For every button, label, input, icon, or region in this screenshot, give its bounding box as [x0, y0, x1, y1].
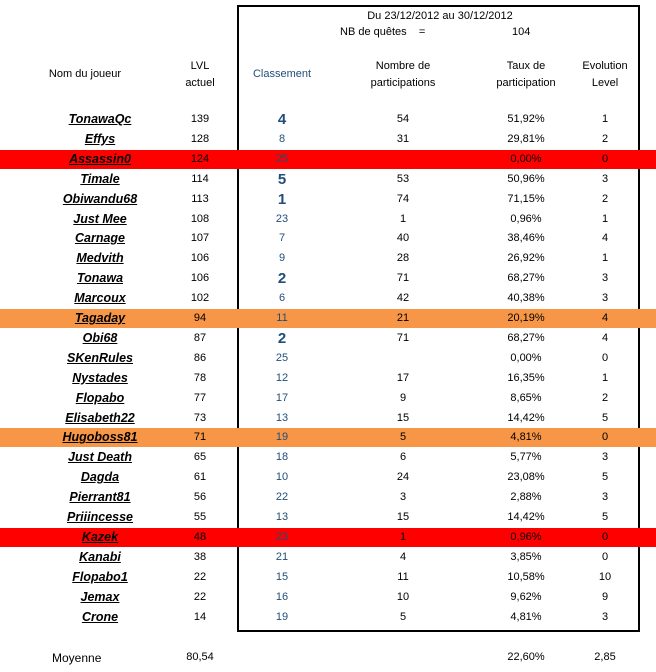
player-level-evolution: 4: [601, 312, 609, 324]
player-rank: 2: [277, 270, 287, 288]
player-participation-rate: 51,92%: [507, 113, 545, 125]
player-level: 114: [191, 172, 209, 185]
player-level-evolution: 3: [601, 292, 609, 305]
average-label: Moyenne: [52, 651, 102, 665]
header-lvl: [168, 58, 232, 92]
quests-equals: =: [418, 26, 426, 38]
header-evo-line2: Level: [591, 77, 619, 89]
header-rate-line1: Taux de: [506, 60, 546, 72]
period-title: Du 23/12/2012 au 30/12/2012: [367, 10, 513, 22]
player-participations: 5: [399, 610, 407, 623]
player-name: Dagda: [80, 470, 120, 485]
table-row: [0, 190, 656, 209]
header-part: [348, 58, 458, 92]
table-row: [0, 170, 656, 189]
player-participations: 53: [396, 172, 410, 185]
player-rank: 4: [277, 111, 287, 128]
player-rank: 6: [278, 292, 286, 305]
player-level: 48: [193, 530, 207, 543]
player-level: 14: [193, 610, 207, 623]
table-row: [0, 269, 656, 288]
player-participation-rate: 10,58%: [507, 570, 545, 583]
player-participation-rate: 3,85%: [510, 550, 542, 563]
table-row: [0, 428, 656, 447]
player-name: Timale: [80, 171, 120, 186]
player-rank: 9: [278, 252, 286, 265]
player-level: 107: [190, 232, 210, 245]
table-row: [0, 389, 656, 408]
player-participations: 10: [396, 590, 410, 603]
player-level-evolution: 1: [601, 252, 609, 265]
header-part-line2: participations: [370, 77, 436, 89]
player-level: 87: [193, 331, 207, 344]
player-name: Just Mee: [73, 211, 127, 226]
player-level: 78: [193, 371, 207, 384]
player-participations: 11: [397, 570, 409, 583]
player-name: Kazek: [81, 529, 119, 544]
player-participation-rate: 23,08%: [507, 471, 545, 484]
player-level-evolution: 10: [598, 570, 612, 583]
player-level: 71: [193, 431, 207, 444]
player-rank: 23: [275, 212, 289, 225]
player-level: 65: [193, 451, 207, 464]
player-rank: 13: [275, 511, 289, 523]
average-lvl: 80,54: [186, 651, 214, 663]
header-rate-line2: participation: [496, 77, 556, 89]
table-row: [0, 409, 656, 428]
player-level-evolution: 5: [601, 411, 609, 424]
header-lvl-line2: actuel: [185, 77, 215, 89]
player-name: Obi68: [82, 330, 118, 345]
player-rank: 19: [275, 610, 289, 623]
player-participations: 5: [399, 431, 407, 444]
player-level-evolution: 3: [601, 272, 609, 285]
player-name: Flopabo1: [72, 569, 128, 584]
player-participations: 6: [399, 451, 407, 464]
average-rate: 22,60%: [507, 651, 545, 663]
player-level-evolution: 0: [601, 152, 609, 165]
player-participation-rate: 0,00%: [510, 152, 542, 165]
player-level: 102: [190, 292, 210, 305]
player-participation-rate: 0,96%: [510, 212, 542, 225]
table-row: [0, 249, 656, 268]
player-level-evolution: 0: [601, 431, 609, 444]
player-participation-rate: 14,42%: [507, 511, 545, 523]
header-rate: [480, 58, 572, 92]
player-participations: 31: [396, 132, 410, 145]
player-participation-rate: 16,35%: [507, 371, 545, 384]
table-row: [0, 110, 656, 129]
header-name: Nom du joueur: [48, 68, 122, 80]
player-level: 128: [190, 132, 210, 145]
player-level-evolution: 5: [601, 471, 609, 484]
average-evo: 2,85: [594, 651, 616, 663]
player-level-evolution: 3: [601, 172, 609, 185]
table-row: [0, 608, 656, 627]
player-rank: 8: [278, 132, 286, 145]
player-level-evolution: 0: [601, 351, 609, 364]
player-name: Medvith: [76, 251, 124, 266]
player-level-evolution: 3: [601, 610, 609, 623]
player-rank: 16: [275, 590, 289, 603]
player-level: 73: [193, 411, 207, 424]
player-participation-rate: 8,65%: [510, 391, 542, 404]
player-level: 61: [193, 471, 207, 484]
player-level: 108: [190, 212, 210, 225]
player-name: Effys: [84, 131, 116, 146]
player-participations: 40: [396, 232, 410, 245]
player-level-evolution: 5: [601, 511, 609, 523]
player-level-evolution: 4: [601, 232, 609, 245]
player-rank: 13: [275, 411, 289, 424]
player-participation-rate: 2,88%: [510, 491, 542, 504]
player-participation-rate: 71,15%: [507, 192, 545, 205]
player-name: Just Death: [68, 450, 132, 465]
player-rank: 23: [275, 530, 289, 543]
player-level-evolution: 0: [601, 530, 609, 543]
player-level-evolution: 3: [601, 451, 609, 464]
quests-value: 104: [512, 26, 531, 38]
player-participations: 71: [396, 331, 410, 344]
player-participations: 3: [399, 491, 407, 504]
player-rank: 18: [275, 451, 289, 464]
player-name: Jemax: [80, 589, 120, 604]
player-rank: 17: [275, 391, 289, 404]
player-level: 106: [190, 252, 210, 265]
header-rank: Classement: [252, 68, 312, 80]
player-level: 139: [190, 113, 210, 125]
table-row: [0, 210, 656, 229]
player-participations: 1: [399, 212, 407, 225]
player-participations: 15: [396, 411, 410, 424]
player-rank: 21: [275, 550, 289, 563]
table-row: [0, 448, 656, 467]
player-level: 38: [193, 550, 207, 563]
player-participation-rate: 68,27%: [507, 331, 545, 344]
player-name: SKenRules: [67, 350, 133, 365]
player-name: Obiwandu68: [62, 191, 138, 206]
player-name: Hugoboss81: [62, 430, 138, 445]
table-row: [0, 329, 656, 348]
player-level: 22: [193, 570, 207, 583]
player-name: Kanabi: [79, 549, 121, 564]
player-rank: 12: [275, 371, 289, 384]
player-level-evolution: 2: [601, 391, 609, 404]
player-participations: 1: [399, 530, 407, 543]
player-participation-rate: 4,81%: [510, 610, 542, 623]
table-row: [0, 349, 656, 368]
player-level-evolution: 1: [601, 212, 609, 225]
player-participation-rate: 0,00%: [510, 351, 542, 364]
player-participation-rate: 40,38%: [507, 292, 545, 305]
player-level-evolution: 1: [601, 371, 609, 384]
player-participations: 24: [396, 471, 410, 484]
player-participation-rate: 38,46%: [507, 232, 545, 245]
player-name: Assassin0: [69, 151, 131, 166]
player-level-evolution: 1: [601, 113, 609, 125]
player-name: TonawaQc: [68, 112, 132, 126]
player-level: 94: [193, 312, 207, 324]
player-rank: 1: [277, 190, 287, 208]
player-level-evolution: 0: [601, 550, 609, 563]
player-name: Priiincesse: [66, 510, 133, 524]
player-participations: 15: [396, 511, 410, 523]
player-name: Pierrant81: [69, 490, 131, 505]
player-participation-rate: 9,62%: [510, 590, 542, 603]
player-level: 56: [193, 491, 207, 504]
player-level: 86: [193, 351, 207, 364]
player-level-evolution: 2: [601, 192, 609, 205]
player-name: Tagaday: [74, 311, 126, 325]
player-participations: 9: [399, 391, 407, 404]
player-participations: 4: [399, 550, 407, 563]
player-participation-rate: 14,42%: [507, 411, 545, 424]
header-lvl-line1: LVL: [190, 60, 210, 72]
quests-count: [340, 26, 531, 38]
player-rank: 15: [275, 570, 289, 583]
table-row: [0, 588, 656, 607]
table-row: [0, 548, 656, 567]
player-participations: 17: [396, 371, 410, 384]
player-rank: 10: [275, 471, 289, 484]
player-rank: 22: [275, 491, 289, 504]
player-name: Flopabo: [75, 390, 125, 405]
player-name: Elisabeth22: [65, 410, 135, 425]
table-row: [0, 309, 656, 328]
player-participations: 42: [396, 292, 410, 305]
table-row: [0, 289, 656, 308]
player-level-evolution: 4: [601, 331, 609, 344]
quests-label: NB de quêtes: [340, 26, 407, 38]
table-row: [0, 150, 656, 169]
header-evo-line1: Evolution: [582, 60, 628, 72]
player-name: Carnage: [74, 231, 126, 246]
player-level: 77: [193, 391, 207, 404]
player-level: 113: [191, 192, 209, 205]
player-participation-rate: 5,77%: [510, 451, 542, 464]
table-row: [0, 369, 656, 388]
player-participation-rate: 68,27%: [507, 272, 545, 285]
player-participations: 21: [396, 312, 410, 324]
player-participation-rate: 29,81%: [507, 132, 545, 145]
player-participations: 28: [396, 252, 410, 265]
player-level: 124: [190, 152, 210, 165]
table-row: [0, 130, 656, 149]
player-name: Tonawa: [76, 271, 124, 286]
player-name: Nystades: [72, 370, 128, 385]
player-level-evolution: 3: [601, 491, 609, 504]
player-rank: 19: [275, 431, 289, 444]
player-name: Marcoux: [74, 291, 126, 306]
player-rank: 7: [278, 232, 286, 245]
player-participation-rate: 4,81%: [510, 431, 542, 444]
player-level: 106: [190, 272, 210, 285]
player-level-evolution: 2: [601, 132, 609, 145]
table-row: [0, 508, 656, 527]
player-participation-rate: 26,92%: [507, 252, 545, 265]
table-row: [0, 528, 656, 547]
table-row: [0, 229, 656, 248]
player-rank: 11: [276, 312, 288, 324]
player-participation-rate: 50,96%: [507, 172, 545, 185]
player-participation-rate: 0,96%: [510, 530, 542, 543]
player-rank: 2: [277, 329, 287, 347]
player-rank: 5: [277, 170, 287, 188]
player-level: 22: [193, 590, 207, 603]
player-participation-rate: 20,19%: [507, 312, 545, 324]
player-participations: 54: [396, 113, 410, 125]
player-rank: 25: [275, 152, 289, 165]
player-participations: 74: [396, 192, 410, 205]
player-level: 55: [193, 511, 207, 523]
player-rank: 25: [275, 351, 289, 364]
player-name: Crone: [81, 609, 119, 624]
table-row: [0, 488, 656, 507]
player-participations: 71: [396, 272, 410, 285]
header-part-line1: Nombre de: [375, 60, 431, 72]
header-evo: [575, 58, 635, 92]
player-level-evolution: 9: [601, 590, 609, 603]
table-row: [0, 468, 656, 487]
table-row: [0, 568, 656, 587]
